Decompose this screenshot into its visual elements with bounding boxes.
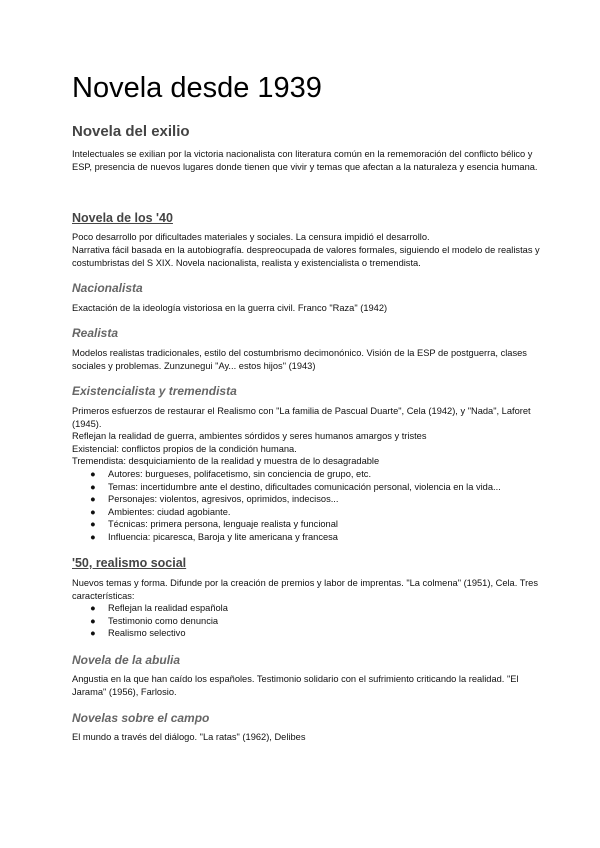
heading-novelas-campo: Novelas sobre el campo [72, 711, 210, 725]
heading-novela-exilio: Novela del exilio [72, 123, 190, 140]
heading-novela-40: Novela de los '40 [72, 211, 173, 225]
paragraph-realismo-social: Nuevos temas y forma. Difunde por la creación de premios y labor de imprentas. "La colmena" (1951), Cela. Tres características: [72, 578, 538, 601]
paragraph-existencialista-line4: Tremendista: desquiciamiento de la realidad y muestra de lo desagradable [72, 456, 380, 466]
page-title: Novela desde 1939 [72, 72, 322, 104]
list-item: ● Técnicas: primera persona, lenguaje realista y funcional [90, 519, 338, 530]
paragraph-40-line1: Poco desarrollo por dificultades materiales y sociales. La censura impidió el desarrollo. [72, 232, 430, 242]
list-item: ● Ambientes: ciudad agobiante. [90, 506, 231, 517]
paragraph-existencialista-line2: Reflejan la realidad de guerra, ambientes sórdidos y seres humanos amargos y tristes [72, 431, 427, 441]
list-item: ● Realismo selectivo [90, 628, 186, 639]
bullet-icon: ● [90, 628, 96, 639]
bullet-icon: ● [90, 481, 96, 492]
paragraph-nacionalista: Exactación de la ideología vistoriosa en la guerra civil. Franco "Raza" (1942) [72, 303, 388, 313]
list-item: ● Testimonio como denuncia [90, 615, 219, 626]
paragraph-abulia: Angustia en la que han caído los españoles. Testimonio solidario con el sufrimiento criticando la realidad. "El Jarama" (1956), Farlosio. [72, 674, 519, 697]
paragraph-40-line2: Narrativa fácil basada en la autobiografía. despreocupada de valores formales, siguiendo el modelo de realistas y costumbristas del S XIX. Novela nacionalista, realista y existencialista o tremendista. [72, 245, 540, 268]
heading-existencialista: Existencialista y tremendista [72, 384, 237, 398]
bullet-icon: ● [90, 519, 96, 530]
heading-realista: Realista [72, 326, 119, 340]
heading-nacionalista: Nacionalista [72, 281, 143, 295]
list-item: ● Reflejan la realidad española [90, 603, 228, 613]
list-item: ● Autores: burgueses, polifacetismo, sin conciencia de grupo, etc. [90, 469, 372, 479]
list-item: ● Influencia: picaresca, Baroja y lite americana y francesa [90, 531, 338, 542]
bullet-icon: ● [90, 506, 96, 517]
paragraph-realista: Modelos realistas tradicionales, estilo del costumbrismo decimonónico. Visión de la ESP de postguerra, clases sociales y problemas. Zunzunegui "Ay... estos hijos" (1943) [72, 348, 527, 371]
bullet-icon: ● [90, 469, 96, 479]
heading-realismo-social: '50, realismo social [72, 556, 187, 570]
paragraph-campo: El mundo a través del diálogo. "La ratas" (1962), Delibes [72, 732, 306, 742]
bullet-icon: ● [90, 603, 96, 613]
bullet-icon: ● [90, 531, 96, 542]
list-existencialista [72, 468, 542, 544]
list-item: ● Temas: incertidumbre ante el destino, dificultades comunicación personal, violencia en la vida... [90, 481, 501, 492]
paragraph-exilio: Intelectuales se exilian por la victoria nacionalista con literatura común en la rememoración del conflicto bélico y ESP, presencia de nuevos lugares donde tienen que vivir y temas que afectan a la naturaleza y esencia humana. [72, 149, 538, 172]
paragraph-existencialista-line3: Existencial: conflictos propios de la condición humana. [72, 444, 297, 454]
heading-novela-abulia: Novela de la abulia [72, 653, 181, 667]
paragraph-existencialista-line1: Primeros esfuerzos de restaurar el Realismo con "La familia de Pascual Duarte", Cela (1942), y "Nada", Laforet (1945). [72, 406, 531, 429]
bullet-icon: ● [90, 494, 96, 505]
bullet-icon: ● [90, 615, 96, 626]
list-realismo-social [72, 602, 542, 640]
list-item: ● Personajes: violentos, agresivos, oprimidos, indecisos... [90, 494, 339, 505]
